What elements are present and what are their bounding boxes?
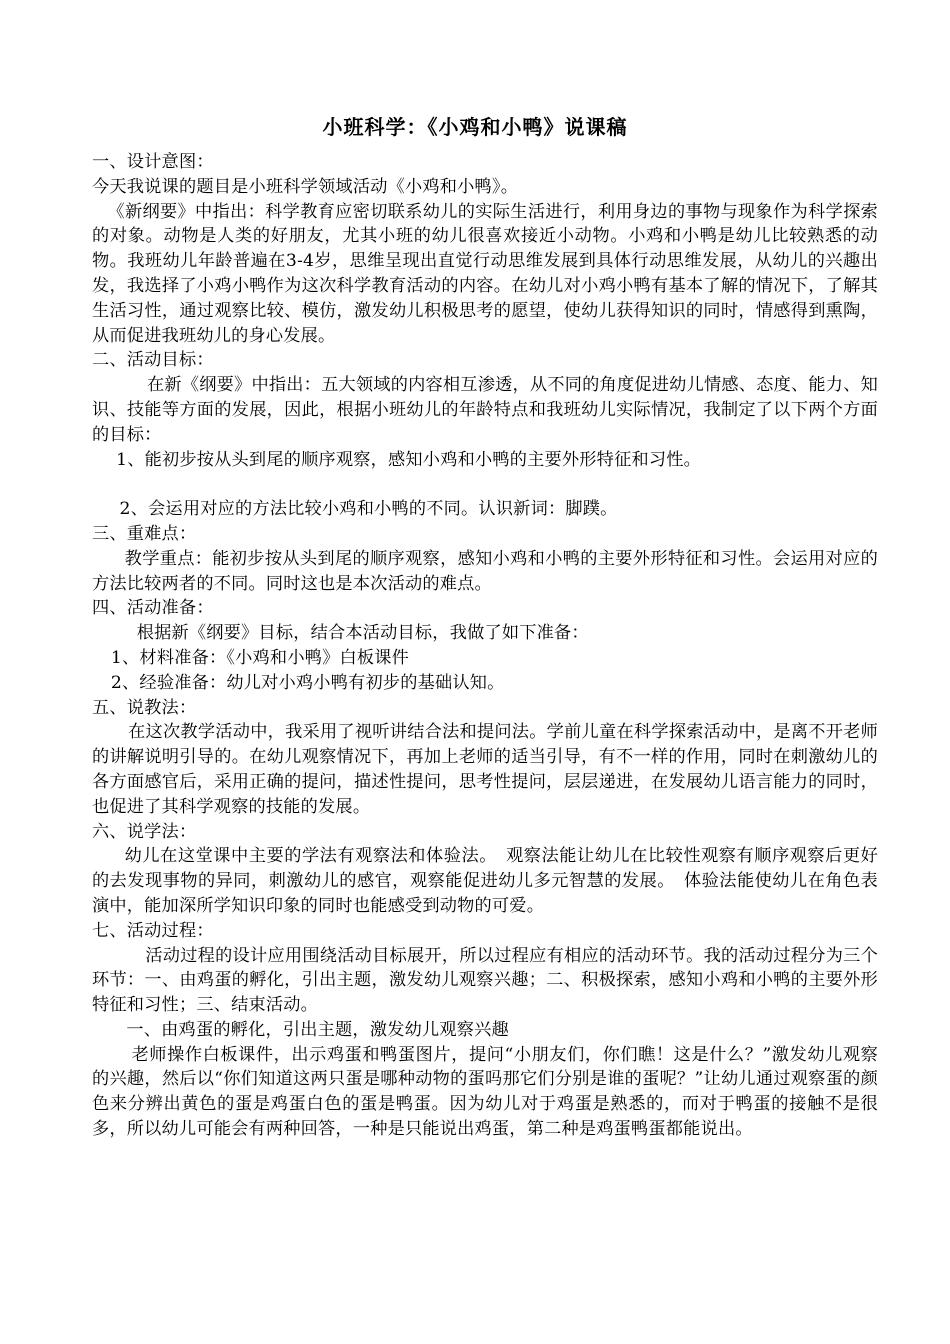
blank-line: [92, 472, 878, 497]
paragraph: 老师操作白板课件，出示鸡蛋和鸭蛋图片，提问“小朋友们，你们瞧！这是什么？”激发幼儿观察的兴趣，然后以“你们知道这两只蛋是哪种动物的蛋吗那它们分别是谁的蛋呢？”让幼儿通过观察蛋的颜色来分辨出黄色的蛋是鸡蛋白色的蛋是鸭蛋。因为幼儿对于鸡蛋是熟悉的，而对于鸭蛋的接触不是很多，所以幼儿可能会有两种回答，一种是只能说出鸡蛋，第二种是鸡蛋鸭蛋都能说出。: [92, 1044, 878, 1140]
page-title: 小班科学：《小鸡和小鸭》说课稿: [322, 115, 628, 139]
paragraph: 根据新《纲要》目标，结合本活动目标，我做了如下准备：: [136, 623, 589, 644]
section-heading: 五、说教法：: [92, 697, 197, 718]
subsection-heading: 一、由鸡蛋的孵化，引出主题，激发幼儿观察兴趣: [126, 1019, 509, 1040]
section-heading: 三、重难点：: [92, 523, 197, 544]
list-item: 2、经验准备：幼儿对小鸡小鸭有初步的基础认知。: [110, 672, 505, 693]
paragraph: 活动过程的设计应用围绕活动目标展开，所以过程应有相应的活动环节。我的活动过程分为三个环节：一、由鸡蛋的孵化，引出主题，激发幼儿观察兴趣；二、积极探索，感知小鸡和小鸭的主要外形特征和习性；三、结束活动。: [92, 945, 878, 1016]
section-heading: 七、活动过程：: [92, 920, 214, 941]
section-heading: 六、说学法：: [92, 821, 197, 842]
paragraph: 在这次教学活动中，我采用了视听讲结合法和提问法。学前儿童在科学探索活动中，是离不开老师的讲解说明引导的。在幼儿观察情况下，再加上老师的适当引导，有不一样的作用，同时在刺激幼儿的各方面感官后，采用正确的提问，描述性提问，思考性提问，层层递进，在发展幼儿语言能力的同时，也促进了其科学观察的技能的发展。: [92, 722, 878, 817]
list-item: 1、能初步按从头到尾的顺序观察，感知小鸡和小鸭的主要外形特征和习性。: [116, 449, 702, 470]
section-heading: 四、活动准备：: [92, 598, 214, 619]
section-heading: 二、活动目标：: [92, 350, 214, 371]
list-item: 2、会运用对应的方法比较小鸡和小鸭的不同。认识新词：脚蹼。: [119, 499, 618, 520]
section-heading: 一、设计意图：: [92, 152, 214, 172]
paragraph: 教学重点：能初步按从头到尾的顺序观察，感知小鸡和小鸭的主要外形特征和习性。会运用对应的方法比较两者的不同。同时这也是本次活动的难点。: [92, 548, 878, 594]
list-item: 1、材料准备：《小鸡和小鸭》白板课件: [110, 647, 410, 668]
document-body: [92, 150, 878, 1142]
paragraph: 在新《纲要》中指出：五大领域的内容相互渗透，从不同的角度促进幼儿情感、态度、能力、知识、技能等方面的发展，因此，根据小班幼儿的年龄特点和我班幼儿实际情况，我制定了以下两个方面的目标：: [92, 375, 878, 445]
paragraph: 《新纲要》中指出：科学教育应密切联系幼儿的实际生活进行，利用身边的事物与现象作为科学探索的对象。动物是人类的好朋友，尤其小班的幼儿很喜欢接近小动物。小鸡和小鸭是幼儿比较熟悉的动物。我班幼儿年龄普遍在3-4岁，思维呈现出直觉行动思维发展到具体行动思维发展，从幼儿的兴趣出发，我选择了小鸡小鸭作为这次科学教育活动的内容。在幼儿对小鸡小鸭有基本了解的情况下，了解其生活习性，通过观察比较、模仿，激发幼儿积极思考的愿望，使幼儿获得知识的同时，情感得到熏陶，从而促进我班幼儿的身心发展。: [92, 201, 878, 346]
paragraph: 今天我说课的题目是小班科学领域活动《小鸡和小鸭》。: [92, 176, 519, 197]
paragraph: 幼儿在这堂课中主要的学法有观察法和体验法。 观察法能让幼儿在比较性观察有顺序观察后更好的去发现事物的异同，刺激幼儿的感官，观察能促进幼儿多元智慧的发展。 体验法能使幼儿在角色表演中，能加深所学知识印象的同时也能感受到动物的可爱。: [92, 846, 878, 916]
